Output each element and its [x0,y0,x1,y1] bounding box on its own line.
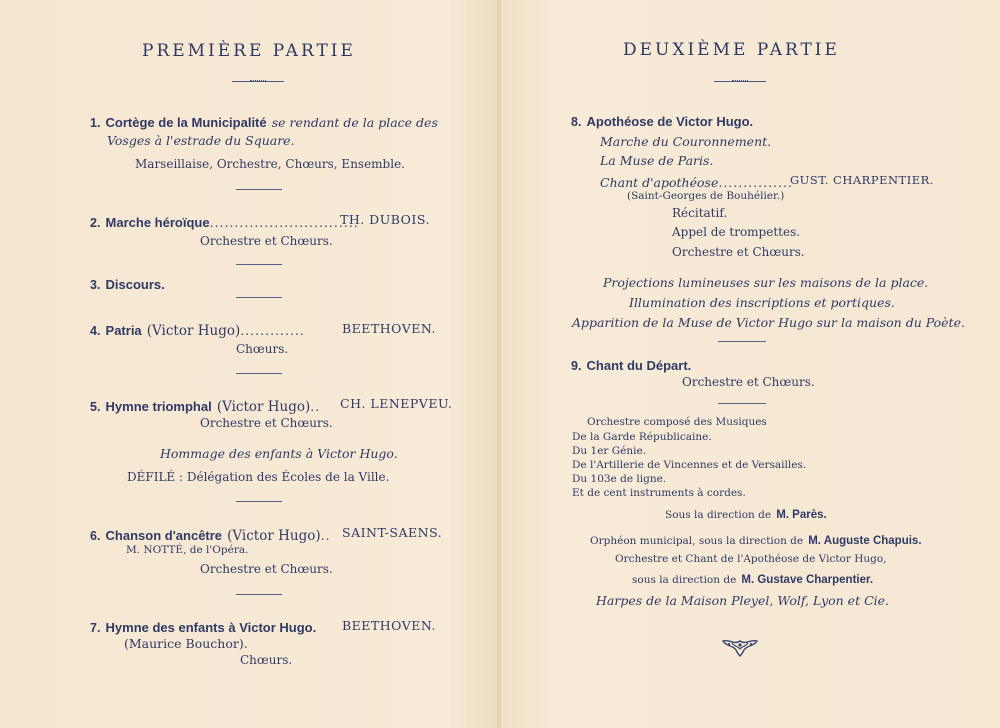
line-trompettes: Appel de trompettes. [672,225,801,239]
item-author: (Saint-Georges de Bouhélier.) [627,190,785,202]
item-9 [571,355,691,374]
apotheose-line: Orchestre et Chant de l'Apothéose de Victor Hugo, [615,553,887,565]
item-3 [90,274,165,293]
item-number: 6. [90,529,101,543]
director-name: M. Gustave Charpentier. [741,574,874,586]
item-detail: Orchestre et Chœurs. [682,375,815,389]
separator [236,264,282,265]
item-6 [90,525,331,544]
proj-line-2: Illumination des inscriptions et portiques. [629,295,895,310]
direction-prefix: sous la direction de [632,574,737,586]
sub-chant-title: Chant d'apothéose [600,175,719,190]
orchestra-line: Du 103e de ligne. [572,473,667,485]
item-detail: Chœurs. [240,653,293,667]
orchestra-line: Du 1er Génie. [572,445,647,457]
orchestra-line: De l'Artillerie de Vincennes et de Versailles. [572,459,807,471]
line-orchestre: Orchestre et Chœurs. [672,245,805,259]
item-number: 1. [90,116,101,130]
heading-deuxieme-partie: DEUXIÈME PARTIE [623,40,840,60]
item-soloist: M. NOTTÉ, de l'Opéra. [126,544,249,556]
item-composer: SAINT-SAENS. [342,525,443,540]
item-4 [90,320,305,339]
item-author: (Victor Hugo) [146,323,241,339]
item-5 [90,396,320,415]
item-number: 2. [90,216,101,230]
harpes-line: Harpes de la Maison Pleyel, Wolf, Lyon et Cie. [596,593,890,608]
item-detail: Marseillaise, Orchestre, Chœurs, Ensemble. [135,157,405,171]
separator [718,403,766,404]
leader-dots: .............................. [209,215,359,230]
line-recitatif: Récitatif. [672,206,728,220]
item-author: (Maurice Bouchor). [124,636,248,651]
separator [236,501,282,502]
item-detail: Orchestre et Chœurs. [200,562,333,576]
item-title: Marche héroïque [105,215,210,230]
item-7 [90,617,316,636]
item-title: Discours. [105,277,165,292]
item-number: 8. [571,115,582,129]
director-name: M. Parès. [776,509,827,521]
heading-ornament [232,81,284,82]
orpheon-director: M. Auguste Chapuis. [808,535,922,547]
item-number: 4. [90,324,101,338]
item-title: Chant du Départ. [586,358,692,373]
item-number: 5. [90,400,101,414]
leader-dots: ............. [240,323,305,338]
item-author: (Victor Hugo) [216,399,311,415]
proj-line-3: Apparition de la Muse de Victor Hugo sur la maison du Poète. [572,315,965,330]
item-title: Hymne des enfants à Victor Hugo. [105,620,317,635]
item-composer: GUST. CHARPENTIER. [790,173,934,187]
separator [236,189,282,190]
item-note-line2: Vosges à l'estrade du Square. [107,133,295,148]
sub-marche: Marche du Couronnement. [600,134,772,149]
sub-muse: La Muse de Paris. [600,153,714,168]
fleuron-ornament-icon [720,637,760,659]
orpheon-line [590,529,922,548]
direction-line-2 [632,568,873,587]
sub-chant [600,172,793,191]
item-composer: CH. LENEPVEU. [340,396,453,411]
direction-prefix: Sous la direction de [665,509,772,521]
item-composer: BEETHOVEN. [342,321,436,336]
orchestra-line: Et de cent instruments à cordes. [572,487,746,499]
orpheon-prefix: Orphéon municipal, sous la direction de [590,535,804,547]
heading-premiere-partie: PREMIÈRE PARTIE [142,41,356,61]
item-number: 3. [90,278,101,292]
homage-line: Hommage des enfants à Victor Hugo. [160,446,398,461]
item-author: (Victor Hugo) [227,528,321,544]
item-number: 7. [90,621,101,635]
item-number: 9. [571,359,582,373]
proj-line-1: Projections lumineuses sur les maisons de la place. [603,275,929,290]
separator [236,594,282,595]
item-detail: Chœurs. [236,342,289,356]
item-2 [90,212,359,231]
item-title: Cortège de la Municipalité [105,115,267,130]
separator [236,297,282,298]
orchestra-line: De la Garde Républicaine. [572,431,712,443]
item-title: Hymne triomphal [105,399,212,414]
heading-ornament [714,81,766,82]
item-detail: Orchestre et Chœurs. [200,234,333,248]
direction-line-1 [665,503,827,522]
separator [718,341,766,342]
page-fold [497,0,501,728]
item-title: Chanson d'ancêtre [105,528,223,543]
item-title: Patria [105,323,142,338]
defile-line: DÉFILÉ : Délégation des Écoles de la Ville. [127,470,390,484]
item-1 [90,112,438,131]
item-detail: Orchestre et Chœurs. [200,416,333,430]
leader-dots: .. [320,528,331,543]
orchestra-title: Orchestre composé des Musiques [587,416,767,428]
item-composer: TH. DUBOIS. [340,212,430,227]
item-title: Apothéose de Victor Hugo. [586,114,754,129]
separator [236,373,282,374]
item-composer: BEETHOVEN. [342,618,436,633]
leader-dots: ............... [718,175,793,190]
leader-dots: .. [310,399,321,414]
item-note: se rendant de la place des [271,115,438,130]
item-8 [571,111,753,130]
